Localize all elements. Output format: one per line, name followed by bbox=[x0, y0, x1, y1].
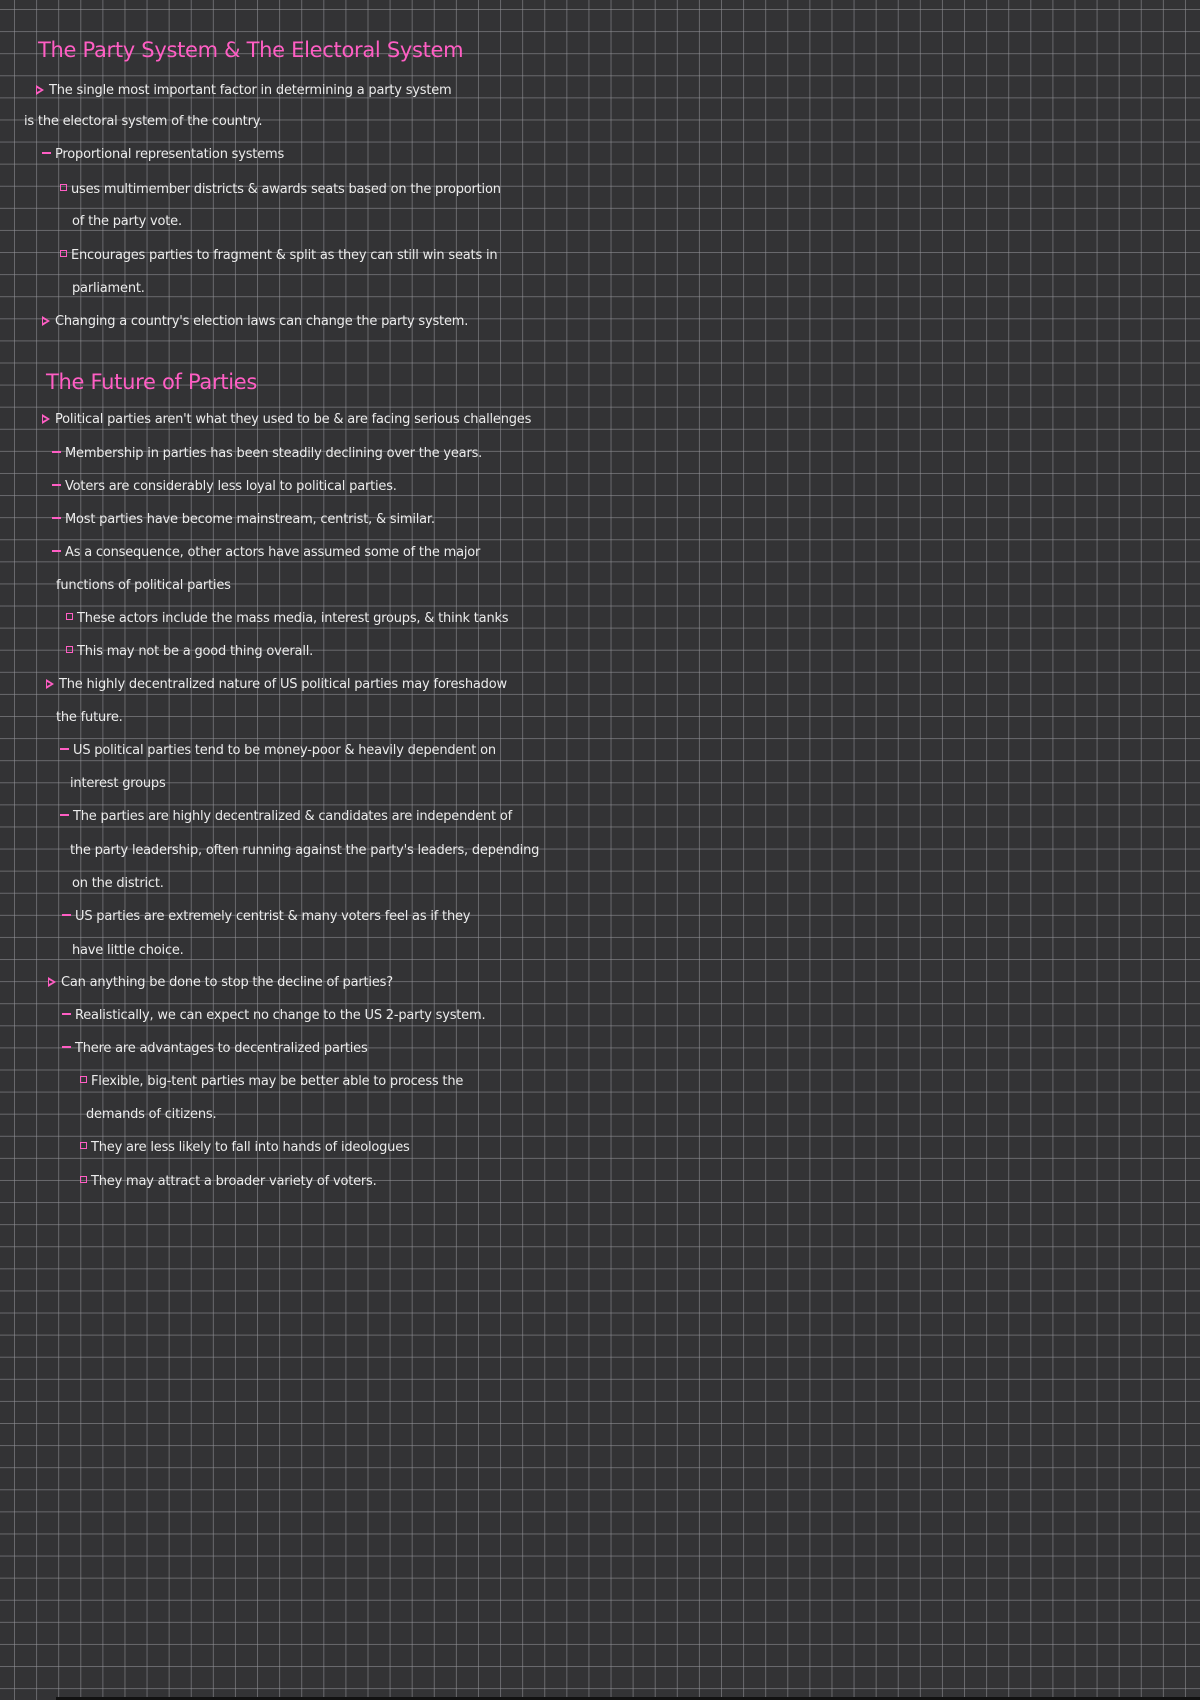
note-line bbox=[46, 677, 507, 693]
square-bullet-icon bbox=[80, 1142, 87, 1149]
note-line bbox=[36, 83, 452, 99]
note-text: Proportional representation systems bbox=[55, 147, 285, 162]
note-text: These actors include the mass media, interest groups, & think tanks bbox=[77, 611, 509, 626]
dash-bullet-icon bbox=[52, 550, 61, 552]
note-text: US parties are extremely centrist & many voters feel as if they bbox=[75, 909, 471, 924]
dash-bullet-icon bbox=[52, 484, 61, 486]
note-text: Encourages parties to fragment & split as they can still win seats in bbox=[71, 248, 498, 263]
note-line bbox=[72, 876, 164, 892]
note-line bbox=[62, 1008, 485, 1024]
dash-bullet-icon bbox=[62, 1046, 71, 1048]
square-bullet-icon bbox=[80, 1176, 87, 1183]
note-text: There are advantages to decentralized parties bbox=[75, 1041, 368, 1056]
note-line bbox=[66, 644, 313, 660]
note-line bbox=[52, 545, 480, 561]
dash-bullet-icon bbox=[60, 814, 69, 816]
note-text: Voters are considerably less loyal to political parties. bbox=[65, 479, 397, 494]
note-text: Most parties have become mainstream, centrist, & similar. bbox=[65, 512, 435, 527]
note-line bbox=[80, 1074, 463, 1090]
note-line bbox=[24, 114, 262, 130]
note-text: This may not be a good thing overall. bbox=[77, 644, 314, 659]
square-bullet-icon bbox=[66, 646, 73, 653]
note-line bbox=[70, 843, 539, 859]
square-bullet-icon bbox=[80, 1076, 87, 1083]
dash-bullet-icon bbox=[52, 451, 61, 453]
section-heading-future-of-parties: The Future of Parties bbox=[46, 370, 258, 394]
note-text: The highly decentralized nature of US political parties may foreshadow bbox=[59, 677, 507, 692]
dash-bullet-icon bbox=[52, 517, 61, 519]
triangle-bullet-icon bbox=[46, 679, 54, 689]
triangle-bullet-icon bbox=[36, 85, 44, 95]
note-line bbox=[80, 1174, 377, 1190]
note-text: uses multimember districts & awards seats based on the proportion bbox=[71, 182, 501, 197]
dash-bullet-icon bbox=[60, 748, 69, 750]
square-bullet-icon bbox=[60, 250, 67, 257]
note-text: the party leadership, often running against the party's leaders, depending bbox=[70, 843, 540, 858]
note-line bbox=[62, 1041, 368, 1057]
note-text: Membership in parties has been steadily declining over the years. bbox=[65, 446, 483, 461]
note-line bbox=[62, 909, 470, 925]
note-line bbox=[72, 281, 145, 297]
dash-bullet-icon bbox=[62, 914, 71, 916]
note-text: parliament. bbox=[72, 281, 145, 296]
note-text: The single most important factor in determining a party system bbox=[49, 83, 452, 98]
note-line bbox=[60, 248, 497, 264]
triangle-bullet-icon bbox=[48, 977, 56, 987]
note-text: Can anything be done to stop the decline of parties? bbox=[61, 975, 393, 990]
note-text: US political parties tend to be money-poor & heavily dependent on bbox=[73, 743, 496, 758]
note-line bbox=[70, 776, 166, 792]
note-line bbox=[60, 182, 501, 198]
note-line bbox=[52, 446, 482, 462]
note-text: Political parties aren't what they used to be & are facing serious challenges bbox=[55, 412, 532, 427]
note-text: the future. bbox=[56, 710, 123, 725]
note-line bbox=[60, 809, 512, 825]
note-text: have little choice. bbox=[72, 943, 184, 958]
square-bullet-icon bbox=[60, 184, 67, 191]
note-text: Realistically, we can expect no change to the US 2-party system. bbox=[75, 1008, 486, 1023]
note-text: functions of political parties bbox=[56, 578, 231, 593]
note-line bbox=[56, 710, 123, 726]
note-line bbox=[48, 975, 393, 991]
note-text: The parties are highly decentralized & candidates are independent of bbox=[73, 809, 512, 824]
note-line bbox=[80, 1140, 410, 1156]
note-text: They are less likely to fall into hands of ideologues bbox=[91, 1140, 410, 1155]
section-heading-party-system: The Party System & The Electoral System bbox=[38, 38, 464, 62]
note-text: Flexible, big-tent parties may be better able to process the bbox=[91, 1074, 464, 1089]
note-line bbox=[52, 479, 397, 495]
note-line bbox=[60, 743, 496, 759]
note-line bbox=[66, 611, 508, 627]
note-text: Changing a country's election laws can change the party system. bbox=[55, 314, 469, 329]
note-text: demands of citizens. bbox=[86, 1107, 217, 1122]
dash-bullet-icon bbox=[42, 152, 51, 154]
note-text: They may attract a broader variety of voters. bbox=[91, 1174, 377, 1189]
note-text: on the district. bbox=[72, 876, 164, 891]
triangle-bullet-icon bbox=[42, 316, 50, 326]
note-line bbox=[56, 578, 231, 594]
square-bullet-icon bbox=[66, 613, 73, 620]
dash-bullet-icon bbox=[62, 1013, 71, 1015]
note-line bbox=[72, 943, 184, 959]
note-text: As a consequence, other actors have assumed some of the major bbox=[65, 545, 481, 560]
note-line bbox=[42, 412, 531, 428]
triangle-bullet-icon bbox=[42, 414, 50, 424]
note-line bbox=[42, 314, 468, 330]
note-line bbox=[52, 512, 435, 528]
note-line bbox=[72, 214, 182, 230]
note-text: interest groups bbox=[70, 776, 166, 791]
note-line bbox=[42, 147, 284, 163]
note-text: is the electoral system of the country. bbox=[24, 114, 263, 129]
note-line bbox=[86, 1107, 216, 1123]
note-text: of the party vote. bbox=[72, 214, 182, 229]
